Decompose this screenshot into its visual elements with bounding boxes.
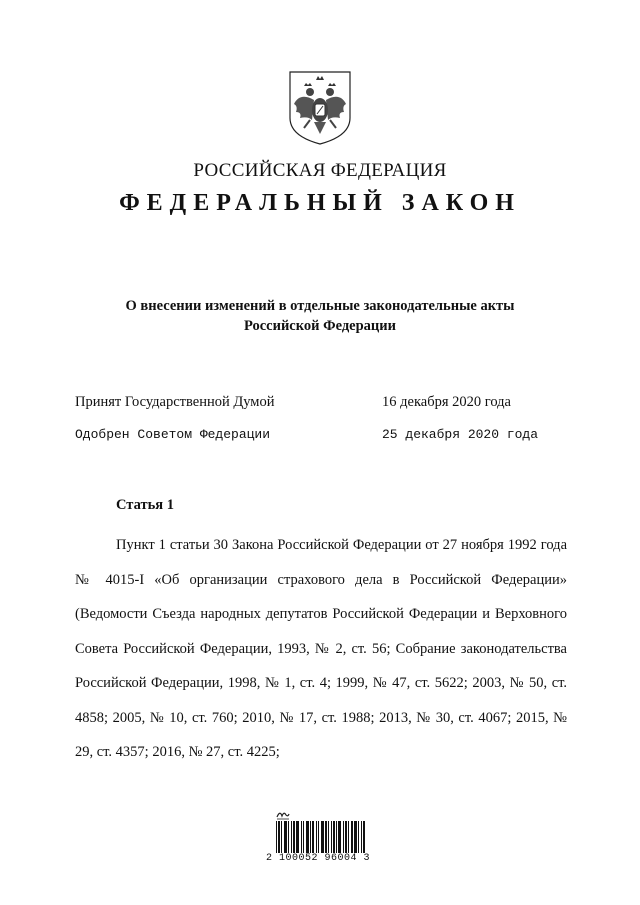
barcode-bar [312, 821, 313, 853]
law-title-line-1: О внесении изменений в отдельные законодательные акты [125, 298, 515, 314]
barcode-bar [298, 821, 299, 853]
barcode-bar [297, 821, 298, 853]
law-title-line-2: Российской Федерации [243, 318, 396, 334]
barcode-bar [279, 821, 280, 853]
barcode-number: 2 100052 96004 3 [266, 853, 371, 864]
barcode-bar [326, 821, 327, 853]
coat-of-arms-icon [286, 70, 354, 146]
barcode-bar [308, 821, 309, 853]
barcode-bar [281, 821, 282, 853]
barcode-bar [321, 821, 322, 853]
barcode-bar [323, 821, 324, 853]
barcode-bar [354, 821, 355, 853]
barcode-bar [363, 821, 364, 853]
barcode-bar [361, 821, 362, 853]
barcode-bar [348, 821, 349, 853]
article-body: Пункт 1 статьи 30 Закона Российской Федерации от 27 ноября 1992 года № 4015-I «Об организации страхового дела в Российской Федерации» (Ведомости Съезда народных депутатов Российской Федерации и Верховного Совета Российской Федерации, 1993, № 2, ст. 56; Собрание законодательства Российской Федерации, 1998, № 1, ст. 4; 1999, № 47, ст. 5622; 2003, № 50, ст. 4858; 2005, № 10, ст. 760; 2010, № 17, ст. 1988; 2013, № 30, ст. 4067; 2015, № 29, ст. 4357; 2016, № 27, ст. 4225; [75, 537, 567, 760]
barcode-bar [331, 821, 332, 853]
barcode-bar [325, 821, 326, 853]
barcode-bar [313, 821, 314, 853]
article-heading: Статья 1 [116, 497, 174, 513]
adopted-by: Принят Государственной Думой [75, 394, 275, 410]
approval-date: 25 декабря 2020 года [382, 427, 539, 442]
barcode-bar [340, 821, 341, 853]
barcode-bar [316, 821, 317, 853]
approved-by: Одобрен Советом Федерации [75, 427, 271, 442]
barcode-bar [306, 821, 307, 853]
barcode-bar [291, 821, 292, 853]
law-title [0, 296, 640, 336]
barcode-bar [355, 821, 356, 853]
barcode-bar [310, 821, 311, 853]
barcode-bar [334, 821, 335, 853]
barcode-bar [351, 821, 352, 853]
barcode-bar [343, 821, 344, 853]
barcode-bar [284, 821, 285, 853]
barcode-bar [333, 821, 334, 853]
barcode-bar [278, 821, 279, 853]
barcode-bar [322, 821, 323, 853]
handwritten-mark-icon [276, 808, 290, 820]
law-type-heading: ФЕДЕРАЛЬНЫЙ ЗАКОН [119, 190, 521, 216]
barcode-bar [328, 821, 329, 853]
barcode-icon [276, 821, 366, 853]
barcode-bar [293, 821, 294, 853]
adoption-row-duma [75, 394, 575, 411]
barcode-bar [296, 821, 297, 853]
barcode-bar [352, 821, 353, 853]
barcode-bar [303, 821, 304, 853]
country-name: РОССИЙСКАЯ ФЕДЕРАЦИЯ [193, 160, 447, 181]
barcode-bar [346, 821, 347, 853]
barcode-bar [288, 821, 289, 853]
barcode-bar [339, 821, 340, 853]
barcode-bar [358, 821, 359, 853]
barcode-bar [318, 821, 319, 853]
adoption-row-council [75, 427, 575, 442]
barcode-bar [301, 821, 302, 853]
barcode-bar [307, 821, 308, 853]
barcode-bar [356, 821, 357, 853]
barcode-bar [345, 821, 346, 853]
barcode-bar [336, 821, 337, 853]
barcode-bar [285, 821, 286, 853]
adoption-date: 16 декабря 2020 года [382, 394, 511, 410]
barcode-bar [286, 821, 287, 853]
barcode-bar [294, 821, 295, 853]
barcode-block [262, 808, 380, 868]
barcode-bar [276, 821, 277, 853]
barcode-bar [338, 821, 339, 853]
barcode-bar [364, 821, 365, 853]
